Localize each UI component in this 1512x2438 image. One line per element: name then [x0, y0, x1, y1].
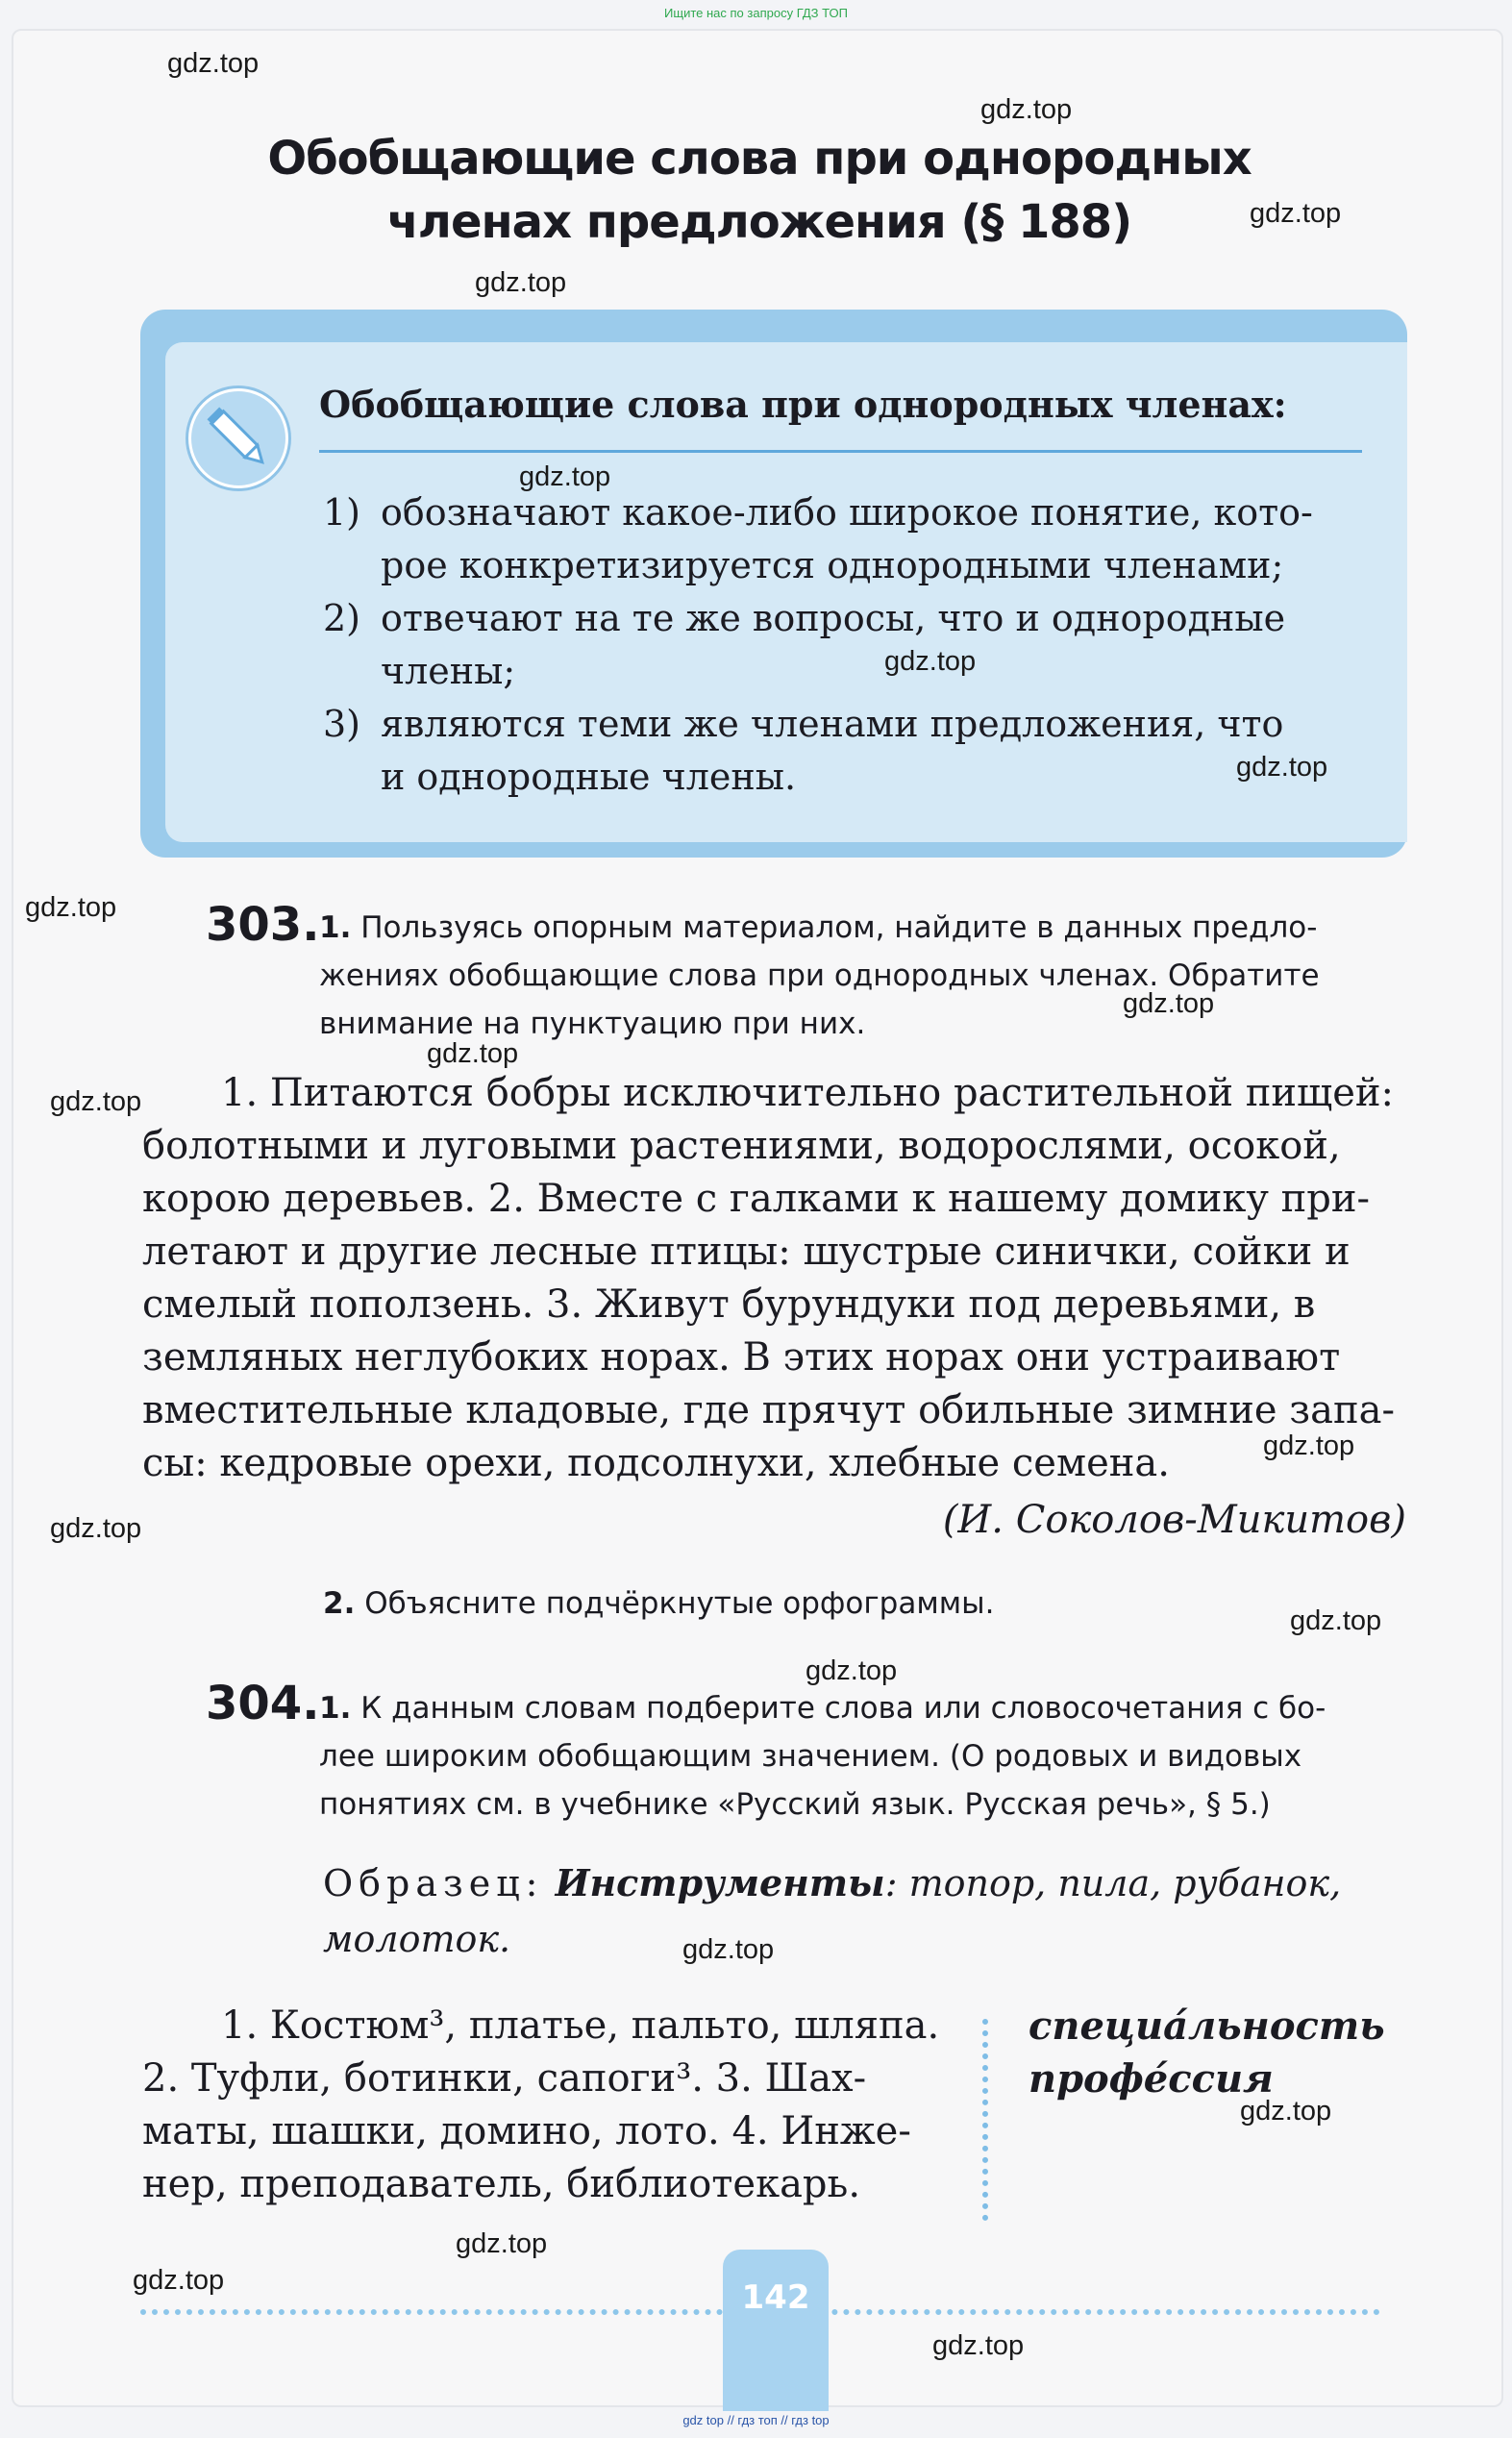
title-line-2: членах предложения (§ 188): [386, 195, 1132, 249]
list-line-1: 1. Костюм³, платье, пальто, шляпа.: [221, 2003, 940, 2048]
text-line-1: 1. Питаются бобры исключительно растительной пищей:: [221, 1071, 1395, 1115]
exercise-304-task-1: [319, 1684, 1326, 1828]
watermark: gdz.top: [50, 1086, 142, 1117]
rule-item-3-cont: и однородные члены.: [381, 756, 797, 798]
exercise-303-task-2: [323, 1580, 994, 1628]
rule-item-1: [323, 486, 1313, 539]
watermark: gdz.top: [25, 892, 117, 923]
watermark: gdz.top: [1123, 988, 1215, 1019]
pencil-icon: [188, 388, 288, 488]
rule-heading: Обобщающие слова при однородных членах:: [319, 383, 1287, 426]
page-title: [183, 127, 1336, 254]
watermark: gdz.top: [1290, 1605, 1382, 1636]
text-line-7: вместительные кладовые, где прячут обильные зимние запа-: [142, 1388, 1395, 1432]
watermark: gdz.top: [1263, 1430, 1355, 1461]
task-number: 2.: [323, 1586, 356, 1621]
title-line-1: Обобщающие слова при однородных: [267, 132, 1252, 186]
task-number: 1.: [319, 1691, 352, 1726]
watermark: gdz.top: [475, 267, 567, 298]
top-banner-note: Ищите нас по запросу ГДЗ ТОП: [664, 6, 848, 20]
watermark: gdz.top: [167, 48, 260, 79]
watermark: gdz.top: [884, 646, 977, 677]
rule-item-number: 1): [323, 491, 361, 534]
exercise-303-number: 303.: [206, 898, 320, 952]
watermark: gdz.top: [806, 1655, 898, 1686]
rule-item-text: отвечают на те же вопросы, что и однородные: [381, 597, 1286, 639]
task-line: жениях обобщающие слова при однородных членах. Обратите: [319, 958, 1320, 993]
watermark: gdz.top: [519, 461, 611, 492]
exercise-304-number: 304.: [206, 1677, 320, 1730]
watermark: gdz.top: [50, 1513, 142, 1544]
list-line-4: нер, преподаватель, библиотекарь.: [142, 2162, 861, 2206]
sample-line-1: [323, 1855, 1341, 1911]
text-line-6: земляных неглубоких норах. В этих норах они устраивают: [142, 1335, 1341, 1380]
sample-label: Образец:: [323, 1862, 544, 1904]
sample-line-2: молоток.: [323, 1918, 511, 1960]
watermark: gdz.top: [1250, 198, 1342, 229]
rule-item-number: 3): [323, 703, 361, 745]
watermark: gdz.top: [932, 2330, 1025, 2361]
watermark: gdz.top: [682, 1934, 775, 1965]
task-number: 1.: [319, 910, 352, 945]
list-line-2: 2. Туфли, ботинки, сапоги³. 3. Шах-: [142, 2056, 867, 2101]
text-line-8: сы: кедровые орехи, подсолнухи, хлебные семена.: [142, 1441, 1170, 1485]
task-line: понятиях см. в учебнике «Русский язык. Русская речь», § 5.): [319, 1787, 1271, 1822]
sample-text: : топор, пила, рубанок,: [884, 1862, 1342, 1904]
vocab-word-1: специа́льность: [1029, 2003, 1385, 2049]
bottom-banner-note: gdz top // гдз топ // гдз top: [682, 2413, 830, 2427]
text-line-5: смелый поползень. 3. Живут бурундуки под деревьями, в: [142, 1282, 1316, 1327]
page-number: 142: [741, 2278, 810, 2317]
rule-item-text: обозначают какое-либо широкое понятие, кото-: [381, 491, 1313, 534]
task-line: внимание на пунктуацию при них.: [319, 1007, 866, 1041]
exercise-303-task-1: [319, 904, 1320, 1048]
watermark: gdz.top: [1240, 2096, 1332, 2127]
rule-item-number: 2): [323, 597, 361, 639]
vocab-divider: [982, 2019, 994, 2221]
author-attribution: (И. Соколов-Микитов): [942, 1498, 1406, 1542]
watermark: gdz.top: [456, 2228, 548, 2259]
rule-divider: [319, 450, 1362, 453]
task-text: Объясните подчёркнутые орфограммы.: [364, 1586, 995, 1621]
rule-item-2: [323, 592, 1285, 645]
text-line-2: болотными и луговыми растениями, водорослями, осокой,: [142, 1124, 1341, 1168]
rule-item-text: являются теми же членами предложения, что: [381, 703, 1284, 745]
text-line-4: летают и другие лесные птицы: шустрые синички, сойки и: [142, 1230, 1351, 1274]
task-line: К данным словам подберите слова или словосочетания с бо-: [360, 1691, 1326, 1726]
rule-item-2-cont: члены;: [381, 650, 516, 692]
page-number-tab: [723, 2250, 829, 2411]
rule-item-1-cont: рое конкретизируется однородными членами;: [381, 544, 1284, 586]
text-line-3: корою деревьев. 2. Вместе с галками к нашему домику при-: [142, 1177, 1371, 1221]
watermark: gdz.top: [980, 94, 1073, 125]
watermark: gdz.top: [1236, 752, 1328, 783]
task-line: лее широким обобщающим значением. (О родовых и видовых: [319, 1739, 1302, 1774]
task-line: Пользуясь опорным материалом, найдите в данных предло-: [360, 910, 1318, 945]
vocab-word-2: профе́ссия: [1029, 2056, 1274, 2102]
watermark: gdz.top: [133, 2265, 225, 2296]
list-line-3: маты, шашки, домино, лото. 4. Инже-: [142, 2109, 911, 2153]
sample-bold-word: Инструменты: [555, 1861, 885, 1904]
rule-item-3: [323, 698, 1283, 751]
watermark: gdz.top: [427, 1038, 519, 1069]
